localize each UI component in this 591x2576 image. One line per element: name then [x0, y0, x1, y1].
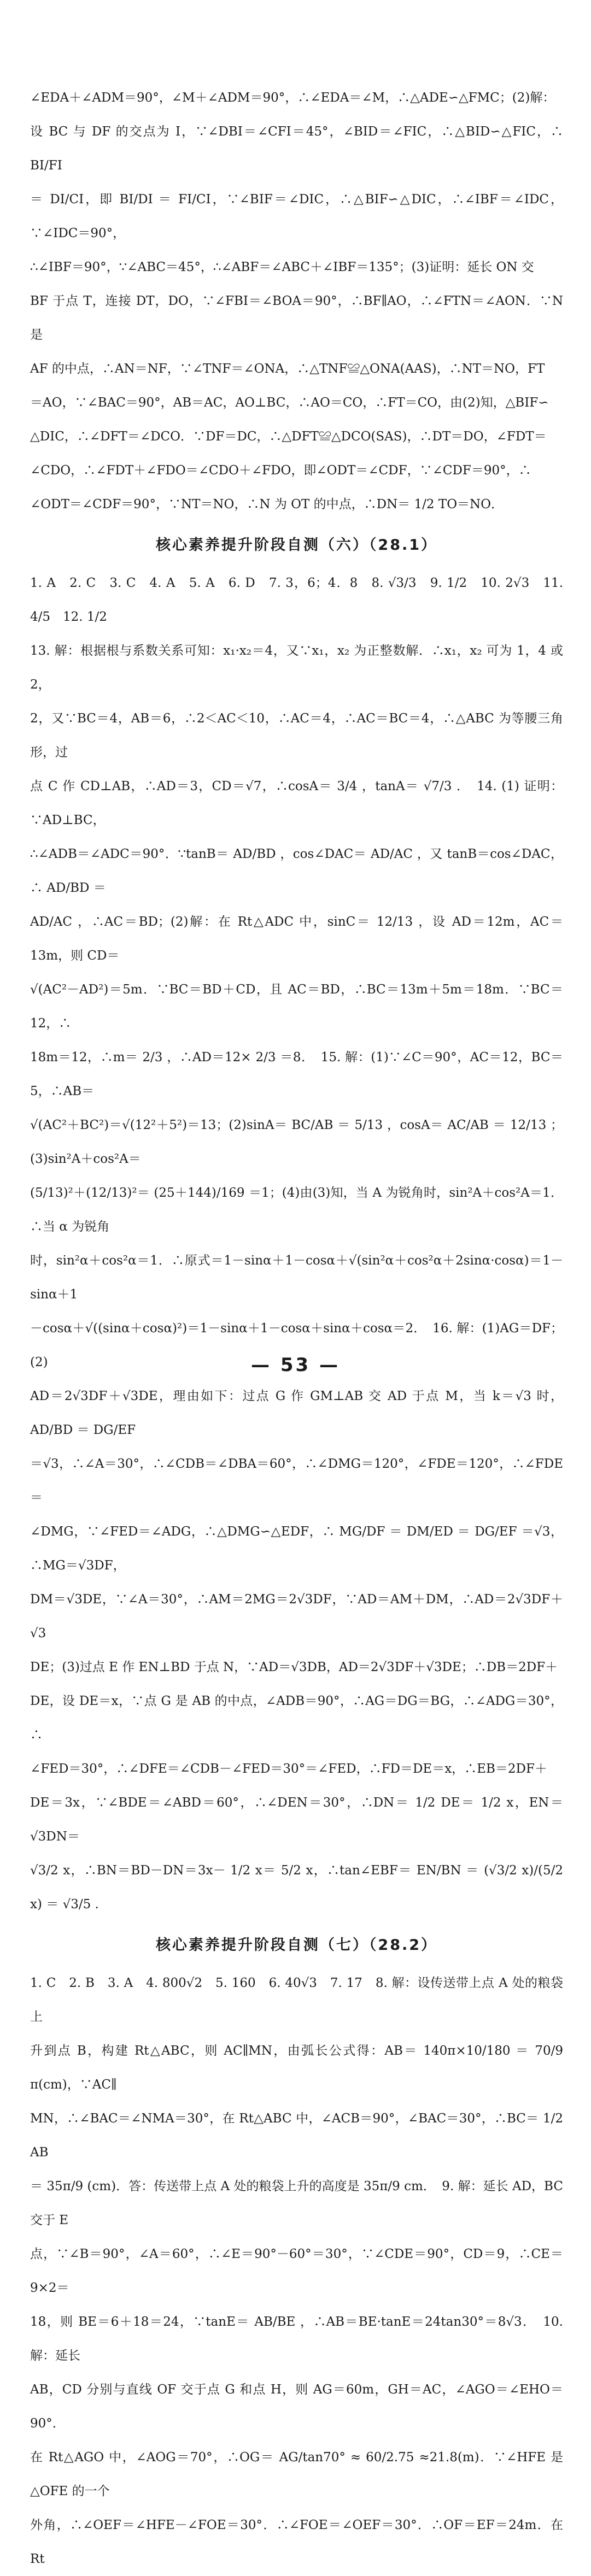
- text-line: ∴∠ADB＝∠ADC＝90°．∵tanB＝ AD/BD ，cos∠DAC＝ AD/AC ，又 tanB＝cos∠DAC，∴ AD/BD ＝: [30, 847, 563, 895]
- text-line: 点 C 作 CD⊥AB，∴AD＝3，CD＝√7，∴cosA＝ 3/4 ，tanA＝ √7/3 ． 14. (1) 证明：∵AD⊥BC，: [30, 779, 563, 827]
- section-title-seven: 核心素养提升阶段自测（七）（28.2）: [155, 1937, 438, 1954]
- solution-continuation: [30, 81, 563, 521]
- text-line: DE；(3)过点 E 作 EN⊥BD 于点 N，∵AD＝√3DB，AD＝2√3DF＋√3DE；∴DB＝2DF＋: [30, 1660, 558, 1674]
- text-line: ∠EDA＋∠ADM＝90°，∠M＋∠ADM＝90°，∴∠EDA＝∠M，∴△ADE∽△FMC；(2)解：: [30, 91, 555, 105]
- text-line: 时，sin²α＋cos²α＝1．∴原式＝1－sinα＋1－cosα＋√(sin²α＋cos²α＋2sinα·cosα)＝1－sinα＋1: [30, 1254, 563, 1302]
- text-line: ∠CDO，∴∠FDT＋∠FDO＝∠CDO＋∠FDO，即∠ODT＝∠CDF，∵∠CDF＝90°，∴: [30, 463, 531, 478]
- text-line: 2，又∵BC＝4，AB＝6，∴2＜AC＜10，∴AC＝4，∴AC＝BC＝4，∴△ABC 为等腰三角形，过: [30, 711, 563, 760]
- text-line: △DIC，∴∠DFT＝∠DCO．∵DF＝DC，∴△DFT≌△DCO(SAS)，∴DT＝DO，∠FDT＝: [30, 430, 547, 444]
- text-line: ＝ DI/CI，即 BI/DI ＝ FI/CI，∵∠BIF＝∠DIC，∴△BIF∽△DIC，∴∠IBF＝∠IDC，∵∠IDC＝90°，: [30, 192, 563, 240]
- text-line: √(AC²＋BC²)＝√(12²＋5²)＝13；(2)sinA＝ BC/AB ＝ 5/13 ，cosA＝ AC/AB ＝ 12/13 ；(3)sin²A＋cos²A＝: [30, 1118, 563, 1166]
- text-line: ∠DMG，∵∠FED＝∠ADG，∴△DMG∽△EDF，∴ MG/DF ＝ DM/ED ＝ DG/EF ＝√3，∴MG＝√3DF，: [30, 1525, 563, 1573]
- text-line: 1. A 2. C 3. C 4. A 5. A 6. D 7. 3，6；4．8 8. √3/3 9. 1/2 10. 2√3 11. 4/5 12. 1/2: [30, 576, 563, 624]
- section-title-six: 核心素养提升阶段自测（六）（28.1）: [155, 537, 438, 554]
- text-line: DE＝3x，∵∠BDE＝∠ABD＝60°，∴∠DEN＝30°，∴DN＝ 1/2 DE＝ 1/2 x，EN＝√3DN＝: [30, 1796, 563, 1844]
- text-line: ＝√3，∴∠A＝30°，∴∠CDB＝∠DBA＝60°，∴∠DMG＝120°，∠FDE＝120°，∴∠FDE＝: [30, 1457, 563, 1505]
- text-line: 设 BC 与 DF 的交点为 I，∵∠DBI＝∠CFI＝45°，∠BID＝∠FIC，∴△BID∽△FIC，∴ BI/FI: [30, 125, 563, 173]
- text-line: 18，则 BE＝6＋18＝24，∵tanE＝ AB/BE ，∴AB＝BE·tanE＝24tan30°＝8√3． 10. 解：延长: [30, 2315, 563, 2363]
- text-line: －cosα＋√((sinα＋cosα)²)＝1－sinα＋1－cosα＋sinα＋cosα＝2． 16. 解：(1)AG＝DF；(2): [30, 1321, 563, 1369]
- text-line: BF 于点 T，连接 DT，DO，∵∠FBI＝∠BOA＝90°，∴BF∥AO，∴∠FTN＝∠AON．∵N 是: [30, 294, 563, 342]
- text-line: AD＝2√3DF＋√3DE，理由如下：过点 G 作 GM⊥AB 交 AD 于点 M，当 k＝√3 时， AD/BD ＝ DG/EF: [30, 1389, 563, 1437]
- text-line: AF 的中点，∴AN＝NF，∵∠TNF＝∠ONA，∴△TNF≌△ONA(AAS)，∴NT＝NO，FT: [30, 362, 545, 376]
- text-line: ＝ 35π/9 (cm)．答：传送带上点 A 处的粮袋上升的高度是 35π/9 cm． 9. 解：延长 AD，BC 交于 E: [30, 2179, 563, 2227]
- text-line: ∠ODT＝∠CDF＝90°，∵NT＝NO，∴N 为 OT 的中点，∴DN＝ 1/2 TO＝NO．: [30, 497, 504, 511]
- text-line: √(AC²－AD²)＝5m．∵BC＝BD＋CD，且 AC＝BD，∴BC＝13m＋5m＝18m．∵BC＝12，∴: [30, 983, 563, 1031]
- text-line: ∠FED＝30°，∴∠DFE＝∠CDB－∠FED＝30°＝∠FED，∴FD＝DE＝x，∴EB＝2DF＋: [30, 1762, 547, 1776]
- text-line: 外角，∴∠OEF＝∠HFE－∠FOE＝30°．∴∠FOE＝∠OEF＝30°．∴OF＝EF＝24m．在 Rt: [30, 2518, 563, 2566]
- text-line: ＝AO，∵∠BAC＝90°，AB＝AC，AO⊥BC，∴AO＝CO，∴FT＝CO，由(2)知，△BIF∽: [30, 396, 549, 410]
- text-line: 13. 解：根据根与系数关系可知：x₁·x₂＝4，又∵x₁，x₂ 为正整数解．∴x₁，x₂ 可为 1，4 或 2，: [30, 644, 563, 692]
- text-line: AD/AC ，∴AC＝BD；(2)解：在 Rt△ADC 中，sinC＝ 12/13 ，设 AD＝12m，AC＝13m，则 CD＝: [30, 915, 563, 963]
- text-line: 点，∵∠B＝90°，∠A＝60°，∴∠E＝90°－60°＝30°，∵∠CDE＝90°，CD＝9，∴CE＝9×2＝: [30, 2247, 563, 2295]
- section-six-answers: [30, 566, 563, 1921]
- text-line: 18m＝12，∴m＝ 2/3 ，∴AD＝12× 2/3 ＝8． 15. 解：(1)∵∠C＝90°，AC＝12，BC＝5，∴AB＝: [30, 1050, 563, 1098]
- text-line: 在 Rt△AGO 中，∠AOG＝70°，∴OG＝ AG/tan70° ≈ 60/2.75 ≈21.8(m)．∵∠HFE 是△OFE 的一个: [30, 2450, 563, 2498]
- text-line: 升到点 B，构建 Rt△ABC，则 AC∥MN，由弧长公式得：AB＝ 140π×10/180 ＝ 70/9 π(cm)，∵AC∥: [30, 2044, 563, 2092]
- text-line: (5/13)²＋(12/13)²＝ (25＋144)/169 ＝1；(4)由(3)知，当 A 为锐角时，sin²A＋cos²A＝1．∴当 α 为锐角: [30, 1186, 563, 1234]
- page-number: — 53 —: [251, 1354, 340, 1376]
- text-line: DM＝√3DE，∵∠A＝30°，∴AM＝2MG＝2√3DF，∵AD＝AM＋DM，∴AD＝2√3DF＋√3: [30, 1592, 563, 1640]
- text-line: MN，∴∠BAC＝∠NMA＝30°，在 Rt△ABC 中，∠ACB＝90°，∠BAC＝30°，∴BC＝ 1/2 AB: [30, 2112, 563, 2160]
- text-line: √3/2 x，∴BN＝BD－DN＝3x－ 1/2 x＝ 5/2 x，∴tan∠EBF＝ EN/BN ＝ (√3/2 x)/(5/2 x) ＝ √3/5 .: [30, 1863, 563, 1912]
- text-line: 1. C 2. B 3. A 4. 800√2 5. 160 6. 40√3 7. 17 8. 解：设传送带上点 A 处的粮袋上: [30, 1976, 563, 2024]
- text-line: ∴∠IBF＝90°，∵∠ABC＝45°，∴∠ABF＝∠ABC＋∠IBF＝135°；(3)证明：延长 ON 交: [30, 260, 534, 274]
- section-seven-answers: [30, 1966, 563, 2576]
- text-line: AB，CD 分别与直线 OF 交于点 G 和点 H，则 AG＝60m，GH＝AC，∠AGO＝∠EHO＝90°．: [30, 2383, 563, 2431]
- text-line: DE，设 DE＝x，∵点 G 是 AB 的中点，∠ADB＝90°，∴AG＝DG＝BG，∴∠ADG＝30°，∴: [30, 1694, 563, 1742]
- page-content: [30, 81, 563, 2576]
